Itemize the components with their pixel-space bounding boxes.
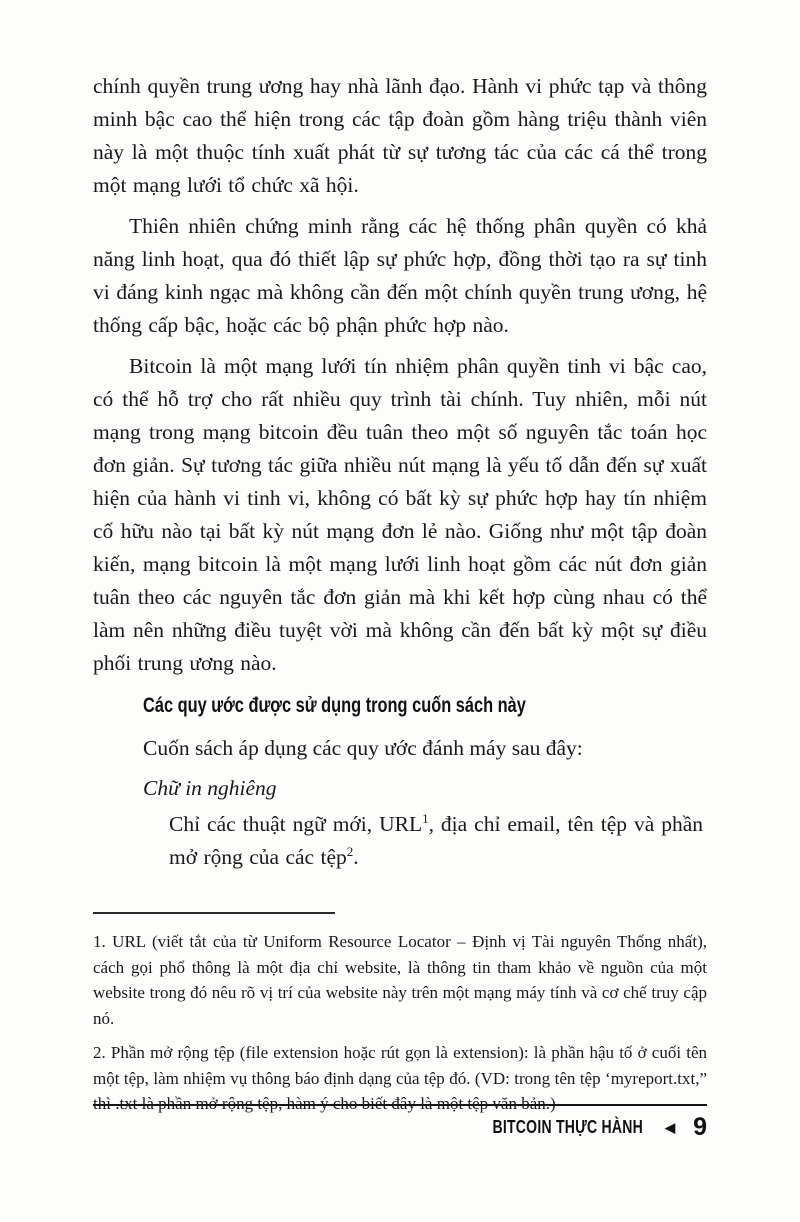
running-footer-title: BITCOIN THỰC HÀNH bbox=[492, 1117, 644, 1137]
section-heading: Các quy ước được sử dụng trong cuốn sách này bbox=[143, 694, 526, 717]
definition-text: . bbox=[353, 845, 359, 869]
body-paragraph-3: Bitcoin là một mạng lưới tín nhiệm phân quyền tinh vi bậc cao, có thể hỗ trợ cho rất nhiều quy trình tài chính. Tuy nhiên, mỗi nút mạng trong mạng bitcoin đều tuân theo một số nguyên tắc toán học đơn giản. Sự tương tác giữa nhiều nút mạng là yếu tố dẫn đến sự xuất hiện của hành vi tinh vi, không có bất kỳ sự phức hợp hay tín nhiệm cố hữu nào tại bất kỳ nút mạng đơn lẻ nào. Giống như một tập đoàn kiến, mạng bitcoin là một mạng lưới linh hoạt gồm các nút đơn giản tuân theo các nguyên tắc đơn giản mà khi kết hợp cùng nhau có thể làm nên những điều tuyệt vời mà không cần đến bất kỳ một sự điều phối trung ương nào. bbox=[93, 354, 707, 675]
footer-rule bbox=[93, 1104, 707, 1106]
definition-text: Chỉ các thuật ngữ mới, URL bbox=[169, 812, 423, 836]
conventions-intro: Cuốn sách áp dụng các quy ước đánh máy sau đây: bbox=[143, 736, 583, 760]
conventions-section bbox=[93, 694, 707, 874]
running-footer bbox=[93, 1104, 707, 1140]
definition-text: , địa chỉ email, tên tệp và phần mở rộng của các tệp bbox=[169, 812, 703, 869]
term-italic: Chữ in nghiêng bbox=[143, 776, 277, 800]
footnote-2: 2. Phần mở rộng tệp (file extension hoặc rút gọn là extension): là phần hậu tố ở cuối tên một tệp, làm nhiệm vụ thông báo định dạng của tệp đó. (VD: trong tên tệp ‘myreport.txt,” thì .txt là phần mở rộng tệp, hàm ý cho biết đây là một tệp văn bản.) bbox=[93, 1043, 707, 1113]
footnote-separator-rule bbox=[93, 912, 335, 914]
footnote-ref-2: 2 bbox=[346, 843, 354, 859]
footnote-1: 1. URL (viết tắt của từ Uniform Resource Locator – Định vị Tài nguyên Thống nhất), cách gọi phổ thông là một địa chỉ website, là thông tin tham khảo về nguồn của một website trong đó nêu rõ vị trí của website này trên một mạng máy tính và cơ chế truy cập nó. bbox=[93, 932, 707, 1028]
body-paragraph-1: chính quyền trung ương hay nhà lãnh đạo. Hành vi phức tạp và thông minh bậc cao thể hiện trong các tập đoàn gồm hàng triệu thành viên này là một thuộc tính xuất phát từ sự tương tác của các cá thể trong một mạng lưới tổ chức xã hội. bbox=[93, 74, 707, 197]
page-number: 9 bbox=[693, 1113, 707, 1141]
term-definition bbox=[143, 808, 707, 874]
footer-line bbox=[93, 1115, 707, 1140]
left-triangle-icon: ◀ bbox=[665, 1120, 676, 1135]
body-paragraph-2: Thiên nhiên chứng minh rằng các hệ thống phân quyền có khả năng linh hoạt, qua đó thiết lập sự phức hợp, đồng thời tạo ra sự tinh vi đáng kinh ngạc mà không cần đến một chính quyền trung ương, hệ thống cấp bậc, hoặc các bộ phận phức hợp nào. bbox=[93, 214, 707, 337]
page-body bbox=[93, 70, 707, 1117]
footnote-ref-1: 1 bbox=[422, 810, 429, 826]
